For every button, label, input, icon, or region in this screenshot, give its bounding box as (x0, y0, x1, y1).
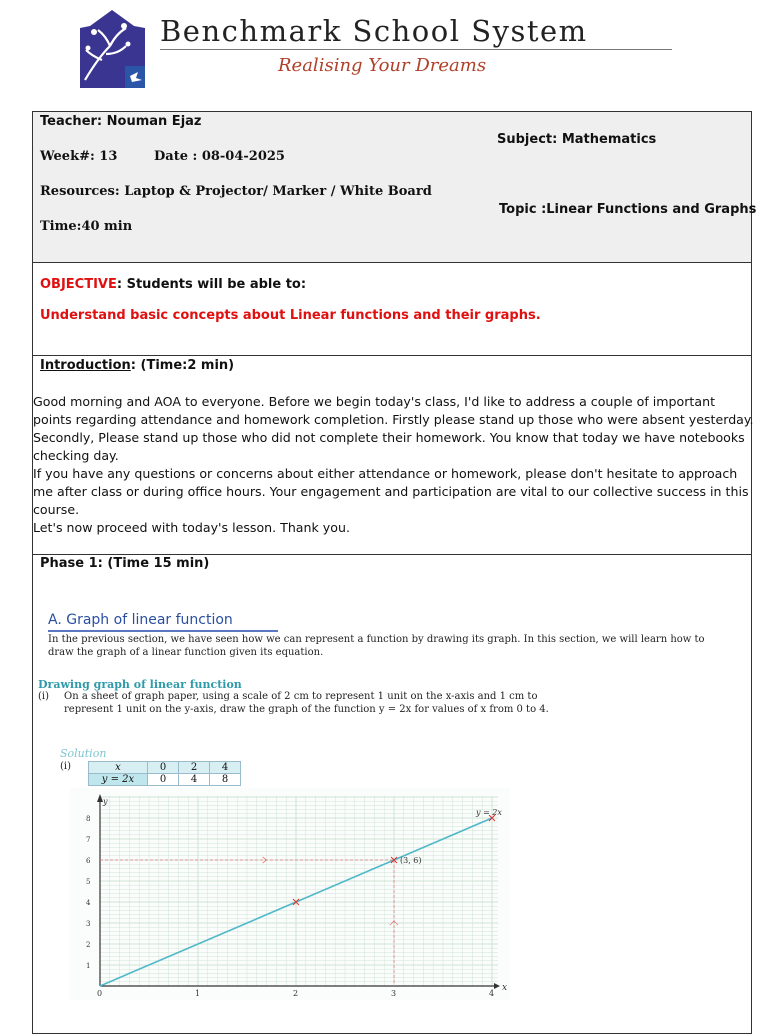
data-point-label: (3, 6) (400, 856, 422, 865)
x-tick-label: 0 (97, 989, 103, 998)
introduction-body (33, 393, 755, 537)
objective-heading (40, 277, 306, 292)
week-number: Week#: 13 (40, 149, 118, 164)
solution-label: Solution (60, 747, 107, 760)
graph-background (70, 788, 510, 1000)
intro-paragraph: Good morning and AOA to everyone. Before we begin today's class, I'd like to address a couple of important points regarding attendance and homework completion. Firstly please stand up those who were absent yesterday. Secondly, Please stand up those who did not complete their homework. You know that today we have notebooks checking day. (33, 394, 754, 463)
y-tick-label: 1 (86, 962, 91, 970)
solution-number: (i) (60, 761, 72, 772)
table-cell: 4 (179, 774, 210, 786)
x-tick-label: 3 (391, 989, 397, 998)
linear-function-graph (70, 788, 510, 1000)
y-tick-label: 2 (86, 941, 91, 949)
objective-suffix: : Students will be able to: (116, 277, 307, 292)
teacher-name: Teacher: Nouman Ejaz (40, 114, 202, 129)
objective-label: OBJECTIVE (40, 277, 117, 292)
introduction-heading (40, 358, 234, 373)
intro-paragraph: If you have any questions or concerns about either attendance or homework, please don't hesitate to approach me after class or during office hours. Your engagement and participation are vital to our collective success in this course. (33, 466, 749, 517)
introduction-label: Introduction (40, 358, 131, 373)
x-tick-label: 4 (489, 989, 495, 998)
subject: Subject: Mathematics (497, 132, 657, 147)
resources: Resources: Laptop & Projector/ Marker / White Board (40, 184, 432, 199)
table-cell: y = 2x (89, 774, 148, 786)
x-tick-label: 2 (293, 989, 299, 998)
heading-underline (48, 630, 278, 632)
y-tick-label: 5 (86, 878, 91, 886)
header-divider (160, 49, 672, 50)
y-axis-label: y (103, 797, 108, 806)
table-cell: 2 (179, 762, 210, 774)
textbook-intro: In the previous section, we have seen how we can represent a function by drawing its graph. In this section, we will learn how to draw the graph of a linear function given its equation. (48, 634, 705, 658)
lesson-time: Time:40 min (40, 219, 133, 234)
question-number: (i) (38, 691, 50, 702)
table-cell: x (89, 762, 148, 774)
x-axis-label: x (502, 983, 508, 993)
values-table (88, 761, 241, 786)
y-tick-label: 6 (86, 857, 91, 865)
y-tick-label: 7 (86, 836, 91, 844)
table-row (89, 762, 241, 774)
school-name: Benchmark School System (160, 14, 588, 48)
school-tagline: Realising Your Dreams (278, 55, 487, 76)
introduction-time: : (Time:2 min) (130, 358, 235, 373)
y-tick-label: 3 (86, 920, 91, 928)
y-tick-label: 8 (86, 815, 91, 823)
y-tick-label: 4 (86, 899, 91, 907)
objective-text: Understand basic concepts about Linear functions and their graphs. (40, 308, 541, 323)
textbook-heading: A. Graph of linear function (48, 612, 233, 628)
table-cell: 0 (148, 774, 179, 786)
table-row (89, 774, 241, 786)
intro-paragraph: Let's now proceed with today's lesson. Thank you. (33, 520, 350, 535)
phase1-heading: Phase 1: (Time 15 min) (40, 556, 210, 571)
x-tick-label: 1 (195, 989, 201, 998)
lesson-date: Date : 08-04-2025 (154, 149, 285, 164)
series-label: y = 2x (476, 808, 502, 817)
textbook-subheading: Drawing graph of linear function (38, 678, 242, 691)
table-cell: 4 (210, 762, 241, 774)
topic: Topic :Linear Functions and Graphs (499, 202, 757, 217)
table-cell: 0 (148, 762, 179, 774)
question-text: On a sheet of graph paper, using a scale of 2 cm to represent 1 unit on the x-axis and 1 cm to represent 1 unit on the y-axis, draw the graph of the function y = 2x for values of x from 0 to 4. (64, 691, 549, 715)
table-cell: 8 (210, 774, 241, 786)
school-logo (80, 10, 145, 88)
